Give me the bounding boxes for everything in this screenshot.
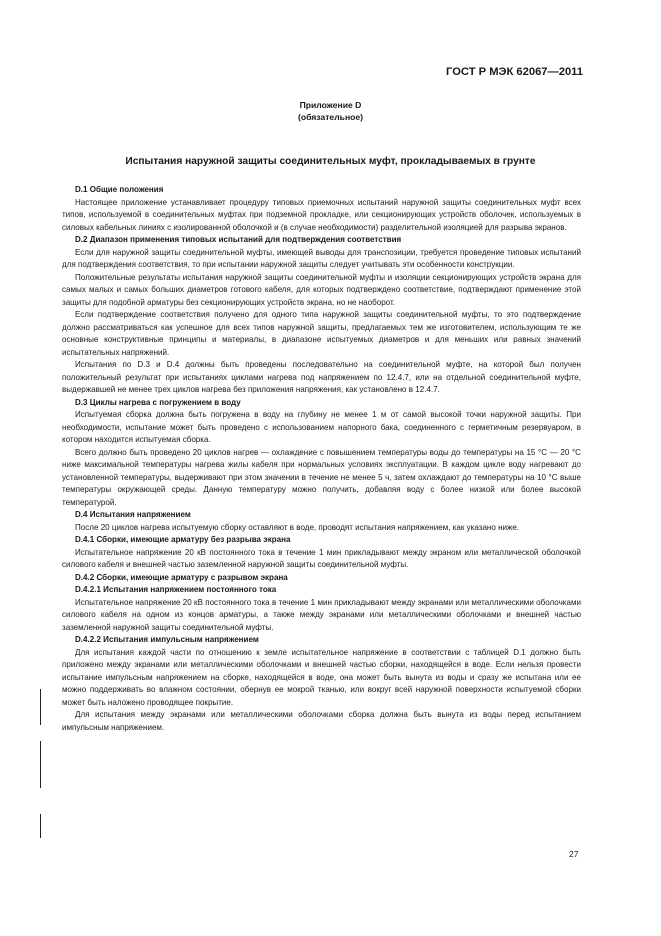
change-bar <box>40 741 41 788</box>
section-heading: D.2 Диапазон применения типовых испытаний для подтверждения соответствия <box>75 235 402 244</box>
section-heading: D.4.2.1 Испытания напряжением постоянного тока <box>75 585 277 594</box>
section-heading: D.3 Циклы нагрева с погружением в воду <box>75 397 241 407</box>
paragraph: Испытательное напряжение 20 кВ постоянного тока в течение 1 мин прикладывают между экраном или металлической оболочкой силового кабеля и внешней частью заземленной наружной защиты соединительной муфты. <box>62 547 581 569</box>
page-number: 27 <box>569 849 579 859</box>
paragraph: После 20 циклов нагрева испытуемую сборку оставляют в воде, проводят испытания напряжением, как указано ниже. <box>75 522 520 532</box>
section-heading: D.4 Испытания напряжением <box>75 510 191 519</box>
paragraph: Всего должно быть проведено 20 циклов нагрев — охлаждение с повышением температуры воды до температуры на 15 °С — 20 °С ниже максимальной температуры нагрева жилы кабеля при нормальных условиях эксплуатации. В каждом цикле воду нагревают до установленной температуры, выдерживают при этом значении в течение не менее 5 ч, затем охлаждают до температуры на 10 °С выше температуры окружающей среды. Данную температуру можно получить, добавляя воду с более низкой или более высокой температурой. <box>62 447 581 507</box>
appendix-title: Приложение D <box>299 100 362 110</box>
change-bar <box>40 689 41 725</box>
paragraph: Если подтверждение соответствия получено для одного типа наружной защиты соединительной муфты, то это подтверждение должно рассматриваться как успешное для всех типов наружной защиты, предлагаемых тем же изготовителем, использующим те же основные конструктивные принципы и материалы, в диапазоне испытуемых диаметров и для меньших или равных значений испытательных напряжений. <box>62 310 581 357</box>
paragraph: Для испытания каждой части по отношению к земле испытательное напряжение в соответствии с таблицей D.1 должно быть приложено между экранами или металлическими оболочками и внешней частью сборки, находящейся в воде. Если нельзя провести испытание импульсным напряжением на сборке, находящейся в воде, она может быть вынута из воды и сразу же испытана или ее можно поддерживать во влажном состоянии, обернув ее мокрой тканью, или вокруг всей наружной поверхности испытуемой сборки может быть наложено проводящее покрытие. <box>62 647 581 707</box>
paragraph: Испытания по D.3 и D.4 должны быть проведены последовательно на соединительной муфте, на которой был получен положительный результат при испытаниях циклами нагрева под напряжением по 12.4.7, или на отдельной соединительной муфте, выдержавшей не менее трех циклов нагрева без приложения напряжения, как установлено в 12.4.7. <box>62 360 581 394</box>
section-heading: D.4.2.2 Испытания импульсным напряжением <box>75 635 259 644</box>
paragraph: Испытательное напряжение 20 кВ постоянного тока в течение 1 мин прикладывают между экранами или металлическими оболочками силового кабеля на одном из концов арматуры, а также между экранами или металлическими оболочками и внешней частью заземленной наружной защиты соединительной муфты. <box>62 597 581 632</box>
paragraph: Настоящее приложение устанавливает процедуру типовых приемочных испытаний наружной защиты соединительных муфт всех типов, используемой в соединительных муфтах при подземной прокладке, или секционирующих устройств оболочек, используемых в силовых кабельных линиях с изолированной оболочкой и (в случае необходимости) разделительной изоляцией для разрыва экранов. <box>62 197 581 232</box>
document-body <box>62 184 581 734</box>
change-bar <box>40 814 41 838</box>
paragraph: Положительные результаты испытания наружной защиты соединительной муфты и изоляции секционирующих устройств экрана для самых малых и самых больших диаметров готового кабеля, для которых подтверждено соответствие, подтверждают применение этой защиты для подобной арматуры без секционирующих устройств экрана, но не наоборот. <box>62 272 581 307</box>
appendix-status: (обязательное) <box>297 112 364 122</box>
section-heading: D.1 Общие положения <box>75 185 164 194</box>
main-title: Испытания наружной защиты соединительных муфт, прокладываемых в грунте <box>125 156 536 167</box>
section-heading: D.4.1 Сборки, имеющие арматуру без разрыва экрана <box>75 535 291 544</box>
paragraph: Для испытания между экранами или металлическими оболочками сборка должна быть вынута из воды перед испытанием импульсным напряжением. <box>62 710 581 732</box>
paragraph: Испытуемая сборка должна быть погружена в воду на глубину не менее 1 м от самой высокой точки наружной защиты. При необходимости, испытание может быть проведено с использованием напорного бака, соединенного с герметичным резервуаром, в котором находится испытуемая сборка. <box>62 410 581 444</box>
section-heading: D.4.2 Сборки, имеющие арматуру с разрывом экрана <box>75 572 288 582</box>
paragraph: Если для наружной защиты соединительной муфты, имеющей выводы для транспозиции, требуется проведение типовых испытаний для подтверждения соответствия, то при испытании наружной защиты следует учитывать эти особенности конструкции. <box>62 247 581 269</box>
document-header: ГОСТ Р МЭК 62067—2011 <box>446 66 583 78</box>
